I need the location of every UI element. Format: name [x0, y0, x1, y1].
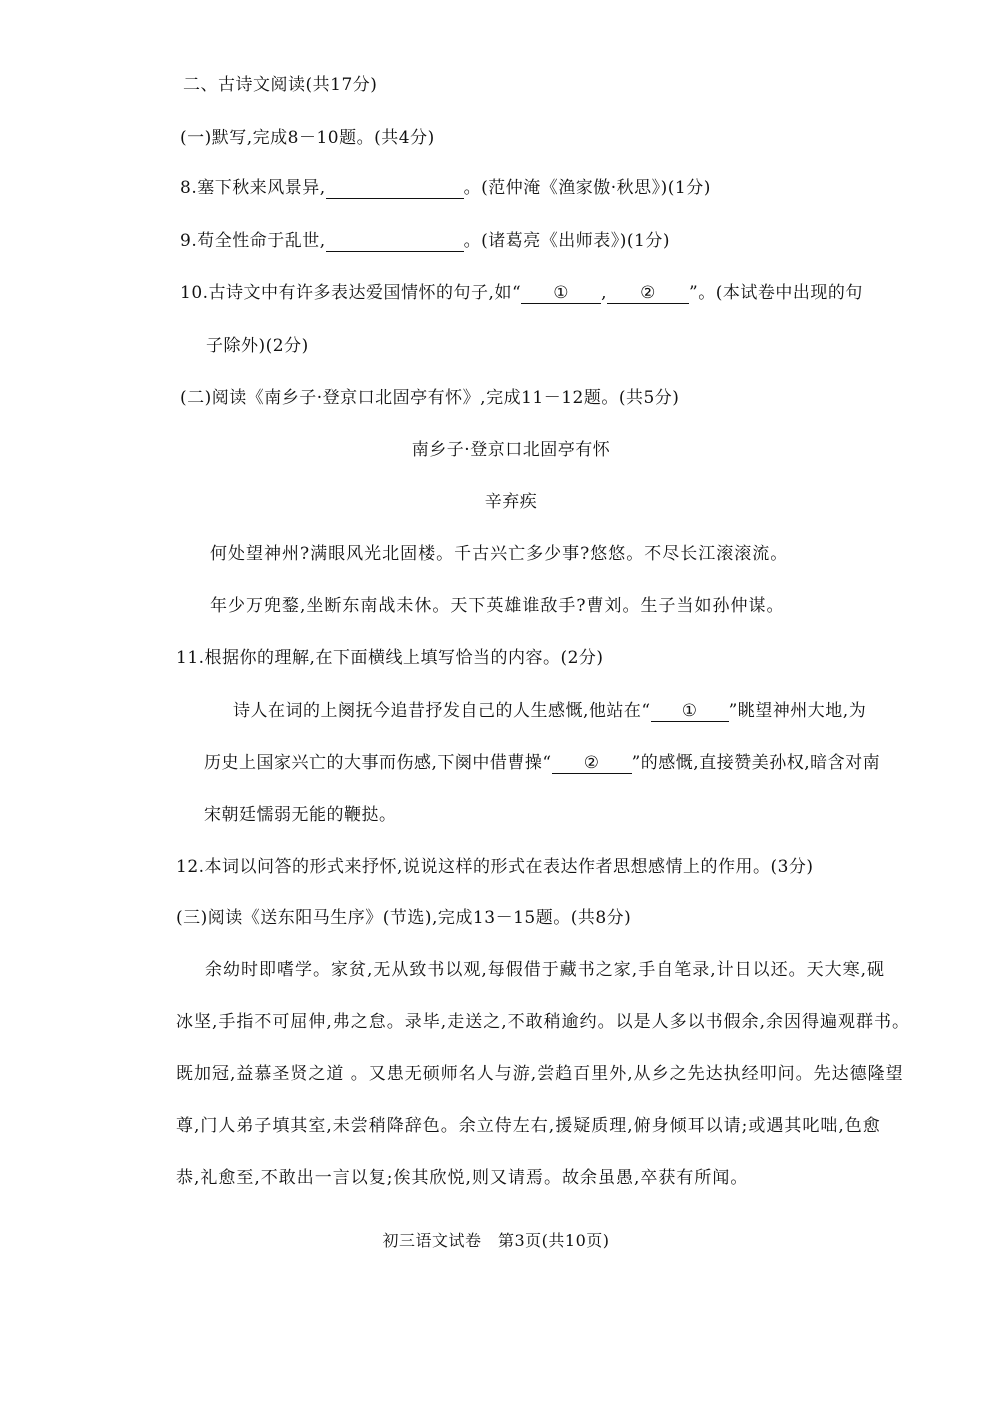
- q11-line-3: 宋朝廷懦弱无能的鞭挞。: [204, 805, 397, 825]
- q11-l1-after: ”眺望神州大地,为: [728, 701, 867, 721]
- question-8: [180, 173, 711, 199]
- part1-heading: (一)默写,完成8－10题。(共4分): [180, 128, 435, 148]
- q10-text-after: ”。(本试卷中出现的句: [689, 283, 863, 303]
- q10-continuation: 子除外)(2分): [206, 336, 309, 356]
- poem-title: 南乡子·登京口北固亭有怀: [411, 440, 611, 460]
- q11-l1-before: 诗人在词的上阕抚今追昔抒发自己的人生感慨,他站在“: [233, 701, 651, 721]
- q11-blank-1[interactable]: ①: [651, 702, 729, 722]
- q9-text-after: 。(诸葛亮《出师表》)(1分): [463, 231, 670, 251]
- section-title: 二、古诗文阅读(共17分): [183, 75, 378, 95]
- poem-line-2: 年少万兜鍪,坐断东南战未休。天下英雄谁敌手?曹刘。生子当如孙仲谋。: [210, 596, 785, 616]
- question-10: [180, 278, 863, 304]
- q9-blank[interactable]: [326, 232, 464, 252]
- part3-heading: (三)阅读《送东阳马生序》(节选),完成13－15题。(共8分): [176, 908, 632, 928]
- q11-line-1: [233, 696, 866, 722]
- q8-blank[interactable]: [326, 179, 464, 199]
- q8-text-after: 。(范仲淹《渔家傲·秋思》)(1分): [463, 178, 711, 198]
- passage-line-5: 恭,礼愈至,不敢出一言以复;俟其欣悦,则又请焉。故余虽愚,卒获有所闻。: [176, 1168, 749, 1188]
- part2-heading: (二)阅读《南乡子·登京口北固亭有怀》,完成11－12题。(共5分): [180, 388, 680, 408]
- poem-author: 辛弃疾: [484, 492, 538, 512]
- passage-line-2: 冰坚,手指不可屈伸,弗之怠。录毕,走送之,不敢稍逾约。以是人多以书假余,余因得遍观群书。: [176, 1012, 911, 1032]
- q10-comma: ,: [601, 283, 608, 303]
- q10-blank-2[interactable]: ②: [607, 284, 689, 304]
- question-9: [180, 226, 670, 252]
- poem-line-1: 何处望神州?满眼风光北固楼。千古兴亡多少事?悠悠。不尽长江滚滚流。: [210, 544, 789, 564]
- q11-l2-before: 历史上国家兴亡的大事而伤感,下阕中借曹操“: [204, 753, 552, 773]
- q11-l2-after: ”的感慨,直接赞美孙权,暗含对南: [631, 753, 881, 773]
- q11-blank-2[interactable]: ②: [552, 754, 632, 774]
- passage-line-4: 尊,门人弟子填其室,未尝稍降辞色。余立侍左右,援疑质理,俯身倾耳以请;或遇其叱咄,色愈: [176, 1116, 881, 1136]
- q10-blank-1[interactable]: ①: [521, 284, 601, 304]
- question-12: 12.本词以问答的形式来抒怀,说说这样的形式在表达作者思想感情上的作用。(3分): [176, 857, 814, 877]
- page-footer: 初三语文试卷 第3页(共10页): [382, 1231, 610, 1250]
- q9-text-before: 9.苟全性命于乱世,: [180, 231, 326, 251]
- passage-line-1: 余幼时即嗜学。家贫,无从致书以观,每假借于藏书之家,手自笔录,计日以还。天大寒,砚: [205, 960, 886, 980]
- passage-line-3: 既加冠,益慕圣贤之道 。又患无硕师名人与游,尝趋百里外,从乡之先达执经叩问。先达德隆望: [176, 1064, 904, 1084]
- question-11-prompt: 11.根据你的理解,在下面横线上填写恰当的内容。(2分): [176, 648, 604, 668]
- q10-text-before: 10.古诗文中有许多表达爱国情怀的句子,如“: [180, 283, 522, 303]
- q8-text-before: 8.塞下秋来风景异,: [180, 178, 326, 198]
- q11-line-2: [204, 748, 880, 774]
